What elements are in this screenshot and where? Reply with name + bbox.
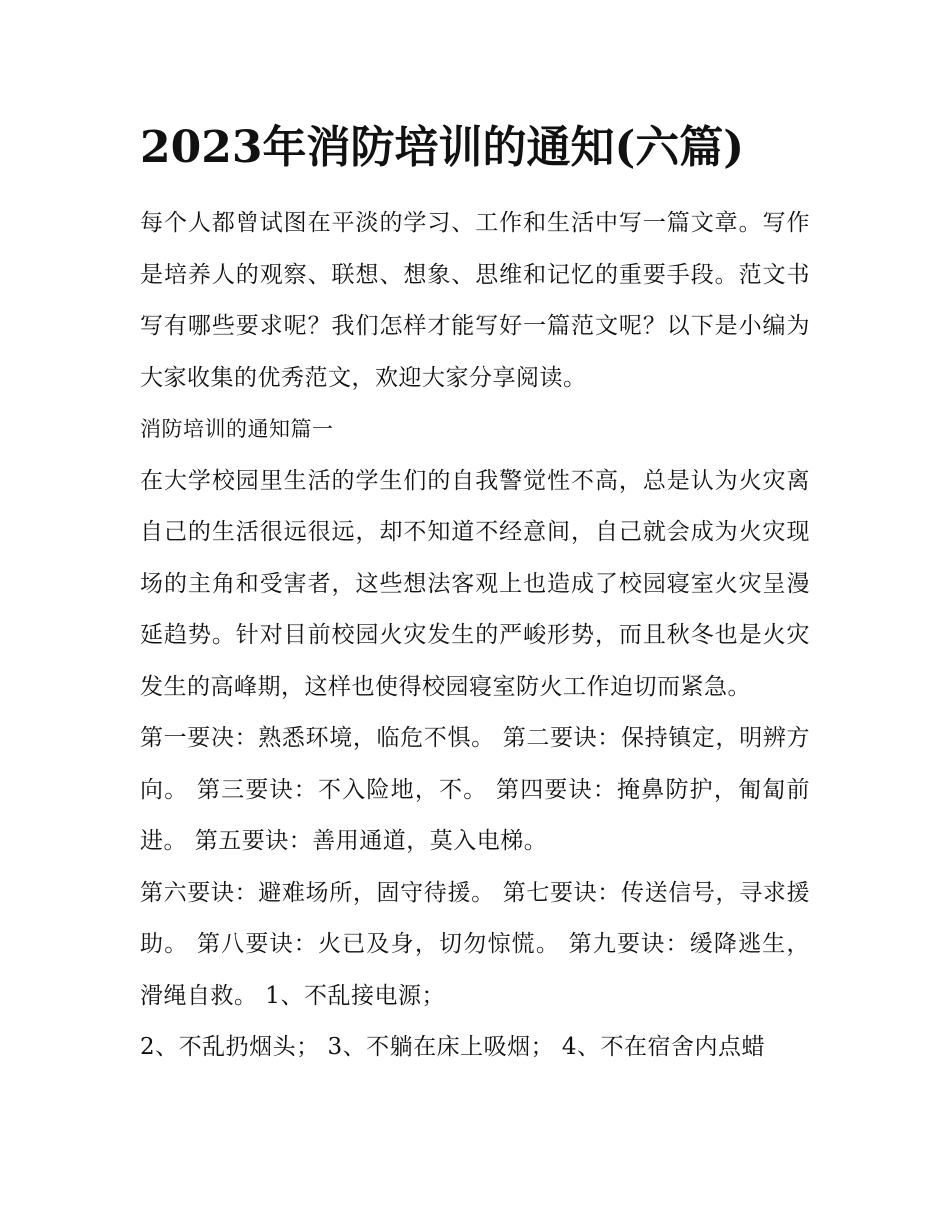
- body-paragraph: 第六要诀：避难场所，固守待援。 第七要诀：传送信号，寻求援助。 第八要诀：火已及身，切勿惊慌。 第九要诀：缓降逃生，滑绳自救。 1、不乱接电源；: [140, 879, 810, 1009]
- body-paragraph: 第一要决：熟悉环境，临危不惧。 第二要诀：保持镇定，明辨方向。 第三要诀：不入险地，不。 第四要诀：掩鼻防护，匍匐前进。 第五要诀：善用通道，莫入电梯。: [140, 725, 810, 854]
- document-body: [140, 198, 810, 1074]
- section-heading: 消防培训的通知篇一: [140, 417, 334, 441]
- body-paragraph: 2、不乱扔烟头； 3、不躺在床上吸烟； 4、不在宿舍内点蜡: [140, 1034, 766, 1060]
- document-title: 2023年消防培训的通知(六篇): [140, 122, 745, 173]
- body-paragraph: 在大学校园里生活的学生们的自我警觉性不高，总是认为火灾离自己的生活很远很远，却不知道不经意间，自己就会成为火灾现场的主角和受害者，这些想法客观上也造成了校园寝室火灾呈漫延趋势。针对目前校园火灾发生的严峻形势，而且秋冬也是火灾发生的高峰期，这样也使得校园寝室防火工作迫切而紧急。: [140, 467, 810, 700]
- intro-paragraph: 每个人都曾试图在平淡的学习、工作和生活中写一篇文章。写作是培养人的观察、联想、想象、思维和记忆的重要手段。范文书写有哪些要求呢？我们怎样才能写好一篇范文呢？以下是小编为大家收集的优秀范文，欢迎大家分享阅读。: [140, 210, 810, 391]
